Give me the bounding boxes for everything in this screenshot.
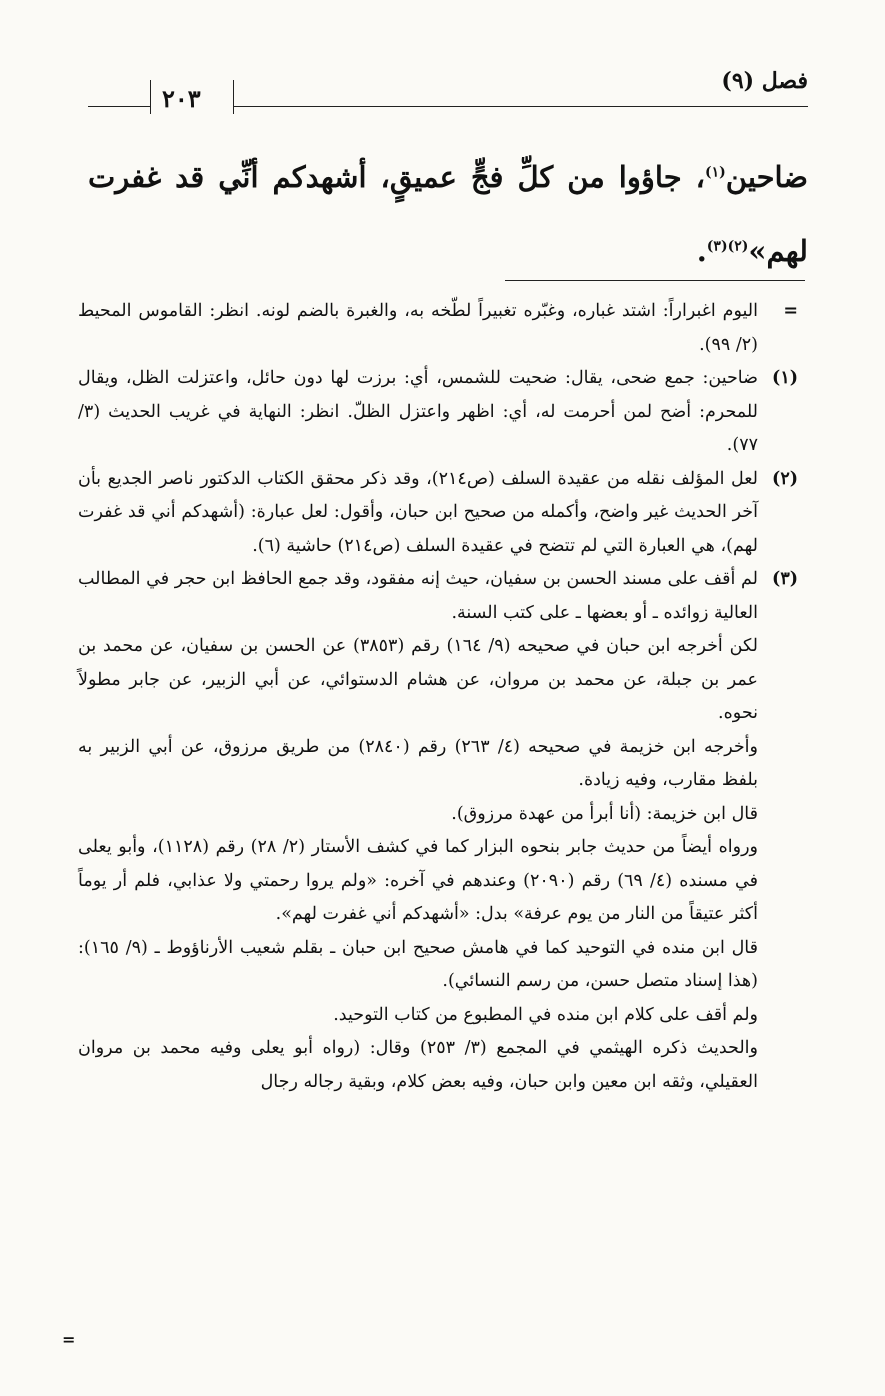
footnote-ref: (٢)(٣) [706, 238, 749, 255]
footnote-1 [78, 362, 798, 463]
footnote-line: لكن أخرجه ابن حبان في صحيحه (٩/ ١٦٤) رقم (٣٨٥٣) عن الحسن بن سفيان، عن محمد بن عمر بن جبلة، عن محمد بن مروان، عن هشام الدستوائي، عن أبي الزبير، عن جابر مطولاً نحوه. [78, 636, 758, 723]
footnote-continued [78, 295, 798, 362]
footnote-line: قال ابن منده في التوحيد كما في هامش صحيح ابن حبان ـ بقلم شعيب الأرناؤوط ـ (٩/ ١٦٥): (هذا إسناد متصل حسن، من رسم النسائي). [78, 937, 758, 991]
header-tick [233, 80, 234, 114]
header-tick [150, 80, 151, 114]
footnote-line: ورواه أيضاً من حديث جابر بنحوه البزار كما في كشف الأستار (٢/ ٢٨) رقم (١١٢٨)، وأبو يعلى في مسنده (٤/ ٦٩) رقم (٢٠٩٠) وعندهم في آخره: «ولم يروا رحمتي ولا عذابي، فلم أر يوماً أكثر عتيقاً من النار من يوم عرفة» بدل: «أشهدكم أني غفرت لهم». [78, 837, 758, 924]
footnote-3 [78, 563, 798, 1099]
footnote-line: والحديث ذكره الهيثمي في المجمع (٣/ ٢٥٣) وقال: (رواه أبو يعلى وفيه محمد بن مروان العقيلي، وثقه ابن معين وابن حبان، وفيه بعض كلام، وبقية رجاله رجال [78, 1038, 758, 1092]
main-text [88, 140, 808, 288]
footnotes [78, 295, 798, 1099]
footnote-ref: (١) [705, 164, 726, 181]
chapter-title: فصل (٩) [721, 68, 808, 94]
footnote-line: لعل المؤلف نقله من عقيدة السلف (ص٢١٤)، وقد ذكر محقق الكتاب الدكتور ناصر الجديع بأن آخر الحديث غير واضح، وأكمله من صحيح ابن حبان، وأقول: لعل عبارة: (أشهدكم أني قد غفرت لهم)، هي العبارة التي لم تتضح في عقيدة السلف (ص٢١٤) حاشية (٦). [78, 468, 758, 556]
running-header [88, 62, 808, 118]
continues-mark: = [62, 1330, 76, 1349]
footnote-line: قال ابن خزيمة: (أنا أبرأ من عهدة مرزوق). [451, 803, 758, 824]
footnote-line: وأخرجه ابن خزيمة في صحيحه (٤/ ٢٦٣) رقم (٢٨٤٠) من طريق مرزوق، عن أبي الزبير به بلفظ مقارب، وفيه زيادة. [78, 736, 758, 790]
footnote-line: ولم أقف على كلام ابن منده في المطبوع من كتاب التوحيد. [333, 1004, 758, 1025]
footnote-separator [505, 280, 805, 281]
footnote-number: (٣) [772, 569, 798, 589]
footnote-line: اليوم اغبراراً: اشتد غباره، وغبّره تغبيراً لطّخه به، والغبرة بالضم لونه. انظر: القاموس المحيط (٢/ ٩٩). [78, 301, 758, 355]
footnote-line: ضاحين: جمع ضحى، يقال: ضحيت للشمس، أي: برزت لها دون حائل، واعتزلت الظل، ويقال للمحرم: أضح لمن أحرمت له، أي: اظهر واعتزل الظلّ. انظر: النهاية في غريب الحديث (٣/ ٧٧). [78, 368, 758, 455]
footnote-line: لم أقف على مسند الحسن بن سفيان، حيث إنه مفقود، وقد جمع الحافظ ابن حجر في المطالب العالية زوائده ـ أو بعضها ـ على كتب السنة. [78, 569, 758, 623]
main-text-body: ، جاؤوا من كلِّ فجٍّ عميقٍ، أشهدكم أنِّي قد غفرت لهم» [88, 160, 808, 268]
page-number: ٢٠٣ [162, 84, 201, 113]
footnote-2 [78, 463, 798, 564]
main-text-end: . [696, 234, 707, 268]
continued-mark: = [783, 301, 798, 321]
header-rule [233, 106, 808, 107]
footnote-number: (١) [772, 368, 798, 388]
header-rule-left [88, 106, 150, 107]
main-text-start: ضاحين [725, 160, 808, 194]
footnote-number: (٢) [772, 468, 798, 489]
